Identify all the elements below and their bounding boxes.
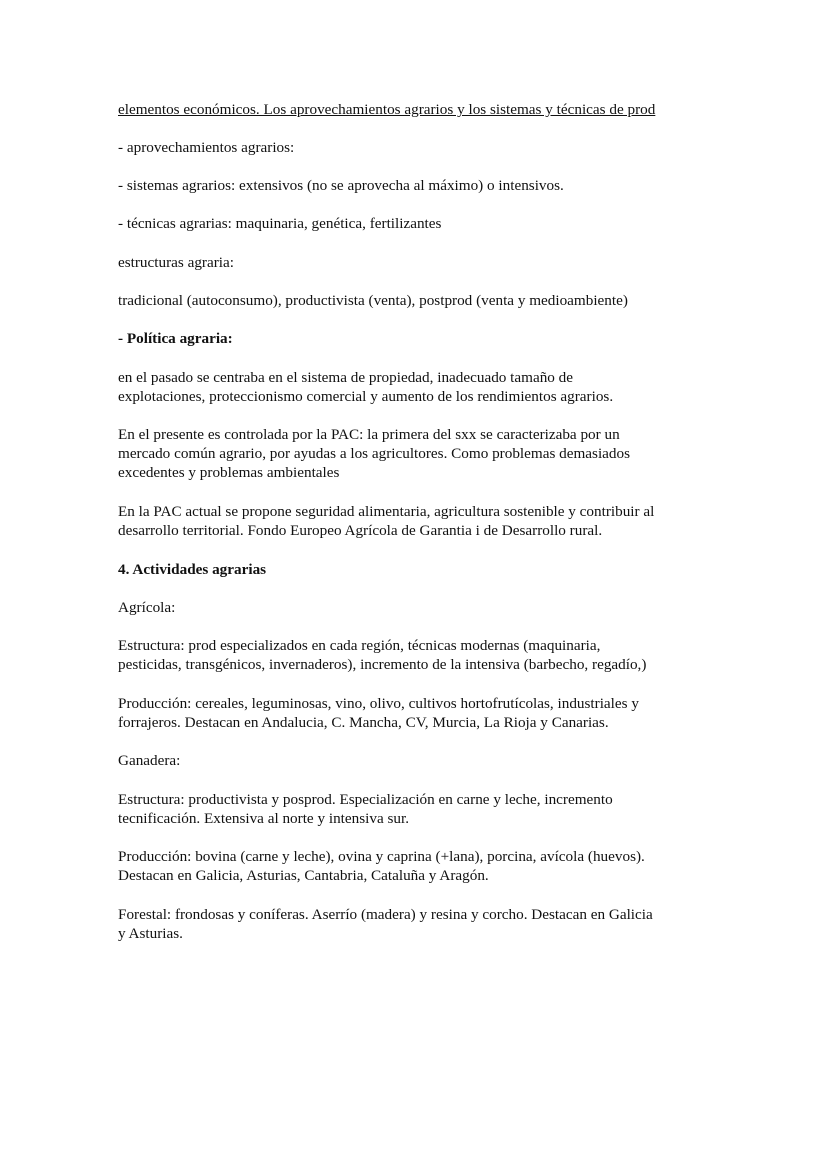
agricola-label: Agrícola: <box>118 599 176 616</box>
item-aprovechamientos: - aprovechamientos agrarios: <box>118 139 295 156</box>
text-line: y Asturias. <box>118 925 183 942</box>
text-line: Producción: bovina (carne y leche), ovina y caprina (+lana), porcina, avícola (huevos). <box>118 848 645 865</box>
text-line: En la PAC actual se propone seguridad alimentaria, agricultura sostenible y contribuir al <box>118 503 655 520</box>
ganadera-label: Ganadera: <box>118 752 181 769</box>
politica-title: - Política agraria: <box>118 330 233 347</box>
estructuras-label: estructuras agraria: <box>118 254 234 271</box>
text-line: Estructura: productivista y posprod. Especialización en carne y leche, incremento <box>118 791 613 808</box>
text-line: en el pasado se centraba en el sistema de propiedad, inadecuado tamaño de <box>118 369 574 386</box>
text-line: pesticidas, transgénicos, invernaderos), incremento de la intensiva (barbecho, regadío,) <box>118 656 647 673</box>
text-line: Estructura: prod especializados en cada región, técnicas modernas (maquinaria, <box>118 637 601 654</box>
text-line: tecnificación. Extensiva al norte y intensiva sur. <box>118 810 410 827</box>
section-heading-line: elementos económicos. Los aprovechamientos agrarios y los sistemas y técnicas de prod <box>118 101 656 118</box>
text-line: forrajeros. Destacan en Andalucia, C. Mancha, CV, Murcia, La Rioja y Canarias. <box>118 714 609 731</box>
item-sistemas: - sistemas agrarios: extensivos (no se aprovecha al máximo) o intensivos. <box>118 177 564 194</box>
text-line: Producción: cereales, leguminosas, vino, olivo, cultivos hortofrutícolas, industriales y <box>118 695 639 712</box>
text-line: En el presente es controlada por la PAC: la primera del sxx se caracterizaba por un <box>118 426 620 443</box>
text-line: excedentes y problemas ambientales <box>118 464 340 481</box>
actividades-title: 4. Actividades agrarias <box>118 561 267 578</box>
item-tecnicas: - técnicas agrarias: maquinaria, genética, fertilizantes <box>118 215 442 232</box>
estructuras-text: tradicional (autoconsumo), productivista (venta), postprod (venta y medioambiente) <box>118 292 628 309</box>
text-line: Forestal: frondosas y coníferas. Aserrío (madera) y resina y corcho. Destacan en Galicia <box>118 906 653 923</box>
text-line: desarrollo territorial. Fondo Europeo Agrícola de Garantia i de Desarrollo rural. <box>118 522 603 539</box>
text-line: explotaciones, proteccionismo comercial y aumento de los rendimientos agrarios. <box>118 388 614 405</box>
text-line: Destacan en Galicia, Asturias, Cantabria, Cataluña y Aragón. <box>118 867 489 884</box>
text-line: mercado común agrario, por ayudas a los agricultores. Como problemas demasiados <box>118 445 631 462</box>
